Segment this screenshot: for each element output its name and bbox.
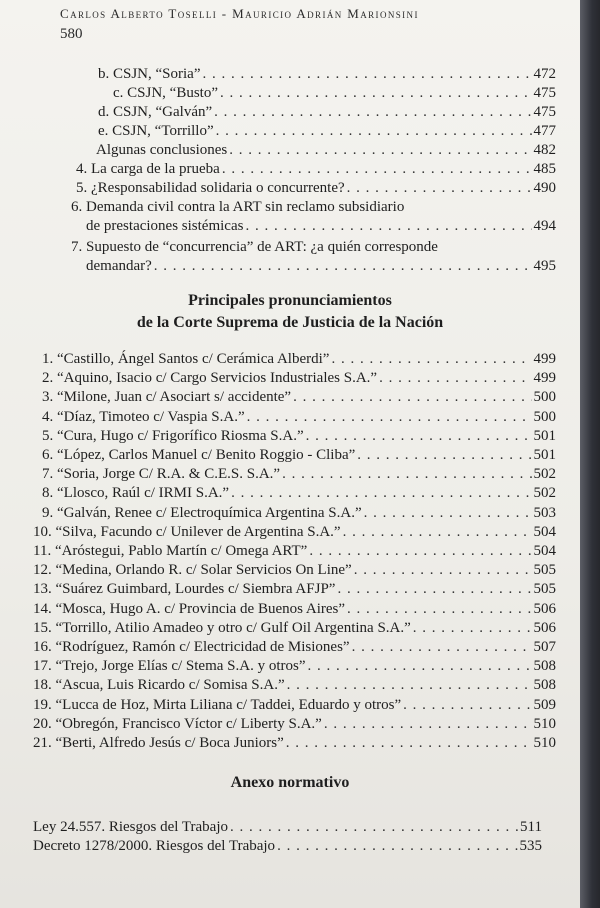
toc-entry-page: 502 xyxy=(533,466,556,483)
dot-leader xyxy=(347,179,532,197)
toc-entry xyxy=(33,657,556,675)
toc-entry xyxy=(42,465,556,483)
toc-entry-title: 12. “Medina, Orlando R. c/ Solar Servicios On Line” xyxy=(33,562,352,579)
toc-entry xyxy=(33,676,556,694)
toc-entry xyxy=(42,388,556,406)
dot-leader xyxy=(343,523,532,541)
toc-entry xyxy=(76,160,556,178)
toc-entry-page: 504 xyxy=(533,543,556,559)
toc-entry-page: 499 xyxy=(533,351,556,367)
running-header: Carlos Alberto Toselli - Mauricio Adrián Marionsini xyxy=(60,6,419,21)
toc-entry-page: 504 xyxy=(533,523,556,540)
toc-entry xyxy=(98,65,556,83)
toc-entry-page: 505 xyxy=(533,581,556,598)
toc-entry-title: 1. “Castillo, Ángel Santos c/ Cerámica Alberdi” xyxy=(42,351,330,367)
toc-entry-title: 3. “Milone, Juan c/ Asociart s/ accidente” xyxy=(42,389,292,406)
dot-leader xyxy=(282,465,531,483)
toc-entry xyxy=(86,217,556,235)
dot-leader xyxy=(216,122,532,140)
toc-entry-page: 510 xyxy=(533,715,556,732)
toc-entry-page: 482 xyxy=(533,142,556,158)
dot-leader xyxy=(357,446,531,464)
toc-entry-title: de prestaciones sistémicas xyxy=(86,218,244,234)
toc-entry-title: Ley 24.557. Riesgos del Trabajo xyxy=(33,819,228,835)
toc-entry xyxy=(86,257,556,275)
toc-entry-title: 13. “Suárez Guimbard, Lourdes c/ Siembra AFJP” xyxy=(33,581,336,598)
toc-entry xyxy=(33,734,556,752)
toc-entry-title: 21. “Berti, Alfredo Jesús c/ Boca Juniors” xyxy=(33,735,284,751)
dot-leader xyxy=(231,484,531,502)
dot-leader xyxy=(287,676,532,694)
toc-entry xyxy=(33,523,556,541)
dot-leader xyxy=(364,504,532,522)
toc-entry-title: 20. “Obregón, Francisco Víctor c/ Liberty S.A.” xyxy=(33,715,322,732)
toc-entry-title: 5. “Cura, Hugo c/ Frigorífico Riosma S.A.” xyxy=(42,427,304,444)
toc-entry-page: 508 xyxy=(533,658,556,675)
toc-entry-page: 501 xyxy=(533,447,556,463)
book-edge xyxy=(580,0,600,908)
toc-entry xyxy=(33,638,556,656)
toc-entry-title: 4. “Díaz, Timoteo c/ Vaspia S.A.” xyxy=(42,408,245,425)
dot-leader xyxy=(293,388,531,406)
dot-leader xyxy=(337,580,531,598)
toc-entry xyxy=(98,122,556,140)
heading-csjn-line2: de la Corte Suprema de Justicia de la Nación xyxy=(136,314,444,331)
toc-entry-page: 509 xyxy=(533,696,556,713)
toc-entry xyxy=(42,350,556,368)
toc-entry-title: Decreto 1278/2000. Riesgos del Trabajo xyxy=(33,838,276,854)
toc-entry-title: 2. “Aquino, Isacio c/ Cargo Servicios Industriales S.A.” xyxy=(42,370,378,387)
dot-leader xyxy=(352,638,532,656)
toc-entry-title: 9. “Galván, Renee c/ Electroquímica Argentina S.A.” xyxy=(42,504,362,521)
toc-entry-page: 510 xyxy=(533,735,556,751)
dot-leader xyxy=(154,257,532,275)
toc-entry xyxy=(33,837,542,855)
dot-leader xyxy=(309,542,531,560)
toc-entry-title: 4. La carga de la prueba xyxy=(76,161,220,177)
toc-entry xyxy=(42,427,556,445)
toc-entry-title: 5. ¿Responsabilidad solidaria o concurrente? xyxy=(76,180,345,196)
toc-entry-title: 8. “Llosco, Raúl c/ IRMI S.A.” xyxy=(42,485,230,502)
dot-leader xyxy=(379,369,531,387)
dot-leader xyxy=(306,427,532,445)
toc-entry-first-line: 6. Demanda civil contra la ART sin reclamo subsidiario xyxy=(71,199,405,215)
dot-leader xyxy=(286,734,532,752)
toc-entry-page: 477 xyxy=(533,123,556,139)
toc-entry-title: 19. “Lucca de Hoz, Mirta Liliana c/ Taddei, Eduardo y otros” xyxy=(33,696,402,713)
toc-entry xyxy=(33,542,556,560)
toc-entry xyxy=(33,561,556,579)
toc-entry xyxy=(98,103,556,121)
dot-leader xyxy=(230,818,518,836)
dot-leader xyxy=(247,408,532,426)
toc-entry-page: 505 xyxy=(533,562,556,579)
toc-entry-title: 7. “Soria, Jorge C/ R.A. & C.E.S. S.A.” xyxy=(42,466,281,483)
dot-leader xyxy=(307,657,531,675)
toc-entry xyxy=(42,446,556,464)
toc-entry-title: 18. “Ascua, Luis Ricardo c/ Somisa S.A.” xyxy=(33,677,285,694)
heading-anexo: Anexo normativo xyxy=(230,774,350,791)
toc-entry xyxy=(33,696,556,714)
dot-leader xyxy=(354,561,532,579)
toc-entry-title: d. CSJN, “Galván” xyxy=(98,104,213,120)
toc-entry-page: 475 xyxy=(533,85,556,101)
toc-entry-page: 500 xyxy=(533,389,556,406)
toc-entry-page: 501 xyxy=(533,427,556,444)
toc-entry-page: 495 xyxy=(533,258,556,274)
toc-entry-title: b. CSJN, “Soria” xyxy=(98,66,201,82)
toc-entry-page: 485 xyxy=(533,161,556,177)
dot-leader xyxy=(245,217,531,235)
toc-entry-page: 502 xyxy=(533,485,556,502)
toc-entry xyxy=(76,179,556,197)
dot-leader xyxy=(347,600,531,618)
toc-entry xyxy=(33,580,556,598)
dot-leader xyxy=(229,141,531,159)
toc-entry xyxy=(33,619,556,637)
toc-entry xyxy=(42,369,556,387)
dot-leader xyxy=(413,619,532,637)
toc-entry-page: 507 xyxy=(533,639,556,655)
toc-entry-title: Algunas conclusiones xyxy=(96,142,228,158)
toc-entry-page: 508 xyxy=(533,677,556,694)
dot-leader xyxy=(214,103,531,121)
toc-entry xyxy=(33,600,556,618)
toc-entry-page: 494 xyxy=(533,218,556,234)
toc-entry-title: demandar? xyxy=(86,258,152,274)
heading-csjn-line1: Principales pronunciamientos xyxy=(188,292,392,309)
toc-entry-page: 506 xyxy=(533,600,556,617)
toc-entry-title: 10. “Silva, Facundo c/ Unilever de Argentina S.A.” xyxy=(33,523,341,540)
dot-leader xyxy=(220,84,532,102)
dot-leader xyxy=(403,696,531,714)
toc-entry-page: 503 xyxy=(533,504,556,521)
toc-entry-title: 11. “Aróstegui, Pablo Martín c/ Omega ART” xyxy=(33,543,308,559)
dot-leader xyxy=(331,350,531,368)
toc-entry xyxy=(113,84,556,102)
toc-entry-page: 499 xyxy=(533,370,556,387)
toc-entry-page: 535 xyxy=(519,838,542,854)
toc-entry xyxy=(33,715,556,733)
toc-entry-title: 6. “López, Carlos Manuel c/ Benito Roggio - Cliba” xyxy=(42,447,356,463)
toc-entry-page: 511 xyxy=(520,819,542,835)
toc-entry xyxy=(42,504,556,522)
dot-leader xyxy=(222,160,532,178)
toc-entry xyxy=(96,141,556,159)
toc-entry xyxy=(33,818,542,836)
toc-entry xyxy=(42,408,556,426)
toc-entry-page: 506 xyxy=(533,619,556,636)
page-number: 580 xyxy=(60,26,83,42)
dot-leader xyxy=(277,837,517,855)
toc-entry-page: 490 xyxy=(533,180,556,196)
dot-leader xyxy=(203,65,532,83)
toc-entry-first-line: 7. Supuesto de “concurrencia” de ART: ¿a quién corresponde xyxy=(71,239,438,255)
toc-entry-title: 17. “Trejo, Jorge Elías c/ Stema S.A. y otros” xyxy=(33,658,306,675)
toc-entry xyxy=(42,484,556,502)
toc-entry-title: e. CSJN, “Torrillo” xyxy=(98,123,214,139)
toc-entry-title: 15. “Torrillo, Atilio Amadeo y otro c/ Gulf Oil Argentina S.A.” xyxy=(33,619,411,636)
toc-entry-title: c. CSJN, “Busto” xyxy=(113,85,218,101)
toc-entry-page: 472 xyxy=(533,66,556,82)
toc-entry-title: 14. “Mosca, Hugo A. c/ Provincia de Buenos Aires” xyxy=(33,600,346,617)
toc-entry-page: 500 xyxy=(533,408,556,425)
dot-leader xyxy=(324,715,532,733)
toc-entry-title: 16. “Rodríguez, Ramón c/ Electricidad de Misiones” xyxy=(33,639,350,655)
toc-entry-page: 475 xyxy=(533,104,556,120)
